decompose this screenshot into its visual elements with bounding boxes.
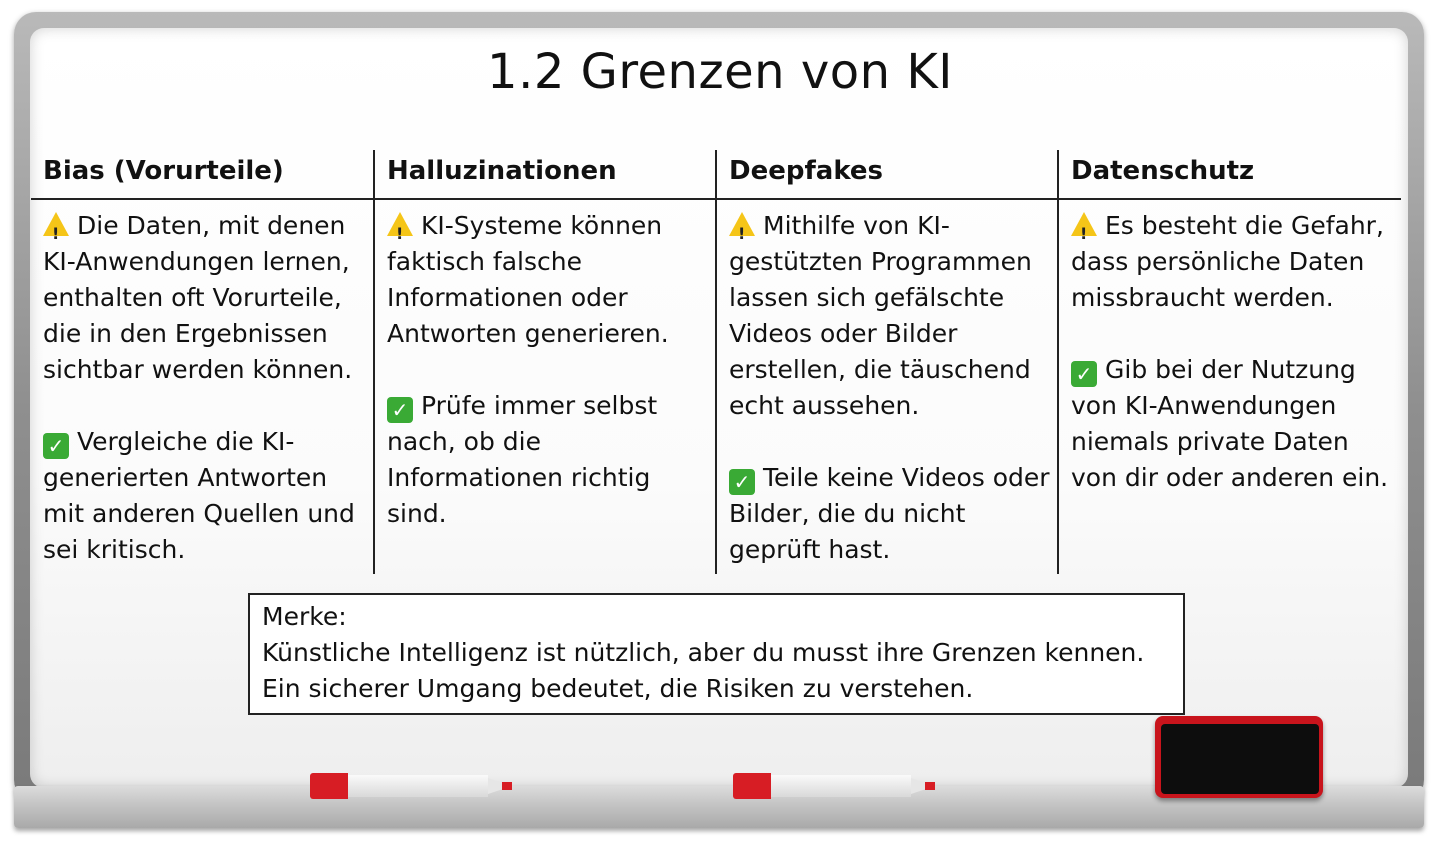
- check-icon: ✓: [43, 433, 69, 459]
- merke-box: [248, 593, 1185, 715]
- check-icon: ✓: [1071, 361, 1097, 387]
- column-header: Deepfakes: [729, 156, 884, 186]
- merke-line-2: Ein sicherer Umgang bedeutet, die Risiken zu verstehen.: [262, 674, 974, 703]
- warning-text: !KI-Systeme können faktisch falsche Informationen oder Antworten generieren.: [387, 208, 713, 352]
- limits-table: [31, 150, 1401, 574]
- merke-line-1: Künstliche Intelligenz ist nützlich, aber du musst ihre Grenzen kennen.: [262, 638, 1145, 667]
- column-body: [43, 208, 369, 604]
- column-deepfakes: [715, 150, 1057, 574]
- warning-icon: [387, 212, 413, 236]
- warning-text: !Es besteht die Gefahr, dass persönliche Daten missbraucht werden.: [1071, 208, 1397, 316]
- tip-text: ✓ Gib bei der Nutzung von KI-Anwendungen niemals private Daten von dir oder anderen ein.: [1071, 355, 1389, 492]
- check-icon: ✓: [387, 397, 413, 423]
- column-body: [1071, 208, 1397, 532]
- tip-text: ✓ Teile keine Videos oder Bilder, die du nicht geprüft hast.: [729, 463, 1050, 564]
- column-halluzinationen: [373, 150, 715, 574]
- column-header: Halluzinationen: [387, 156, 617, 186]
- tip-text: ✓ Vergleiche die KI-generierten Antworten mit anderen Quellen und sei kritisch.: [43, 427, 355, 564]
- warning-icon: [729, 212, 755, 236]
- warning-text: !Die Daten, mit denen KI-Anwendungen lernen, enthalten oft Vorurteile, die in den Ergebnissen sichtbar werden können.: [43, 208, 369, 388]
- column-bias: [31, 150, 373, 574]
- column-datenschutz: [1057, 150, 1399, 574]
- column-body: [387, 208, 713, 568]
- merke-label: Merke:: [262, 602, 347, 631]
- column-header: Datenschutz: [1071, 156, 1255, 186]
- check-icon: ✓: [729, 469, 755, 495]
- warning-text: !Mithilfe von KI-gestützten Programmen lassen sich gefälschte Videos oder Bilder erstellen, die täuschend echt aussehen.: [729, 208, 1055, 424]
- header-divider: [31, 198, 1401, 200]
- warning-icon: [43, 212, 69, 236]
- board-eraser[interactable]: [1155, 716, 1323, 798]
- column-body: [729, 208, 1055, 604]
- column-header: Bias (Vorurteile): [43, 156, 284, 186]
- page-title: 1.2 Grenzen von KI: [487, 44, 953, 100]
- tip-text: ✓ Prüfe immer selbst nach, ob die Informationen richtig sind.: [387, 391, 658, 528]
- warning-icon: [1071, 212, 1097, 236]
